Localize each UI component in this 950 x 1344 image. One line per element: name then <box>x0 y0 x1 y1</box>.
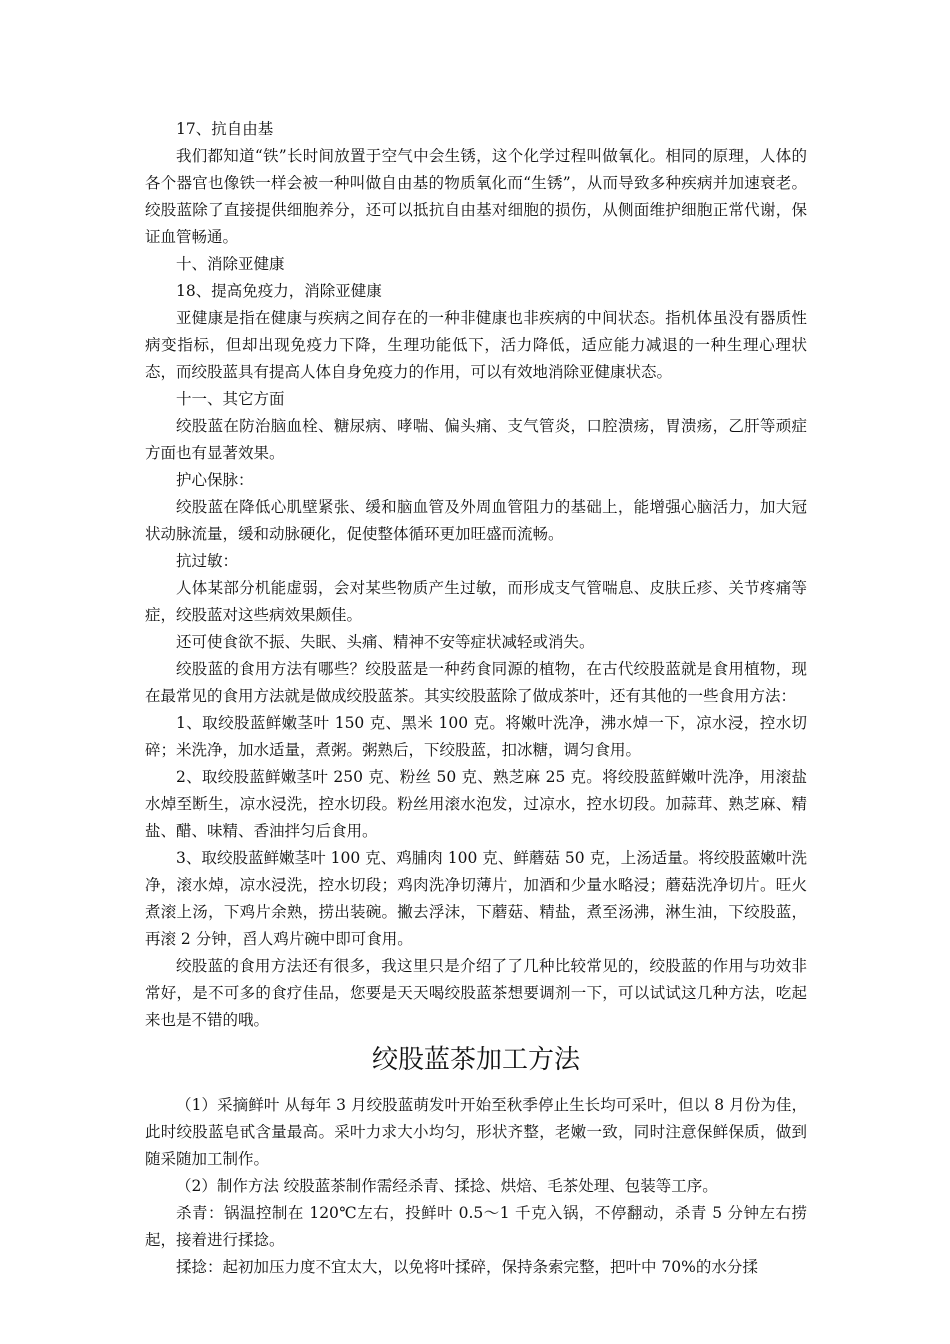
document-body-part2 <box>145 1092 807 1281</box>
section-title: 绞股蓝茶加工方法 <box>371 1045 580 1075</box>
paragraph-free-radical: 我们都知道“铁”长时间放置于空气中会生锈，这个化学过程叫做氧化。相同的原理，人体的各个器官也像铁一样会被一种叫做自由基的物质氧化而“生锈”，从而导致多种疾病并加速衰老。绞股蓝除了直接提供细胞养分，还可以抵抗自由基对细胞的损伤，从侧面维护细胞正常代谢，保证血管畅通。 <box>145 147 807 246</box>
paragraph-other-diseases: 绞股蓝在防治脑血栓、糖尿病、哮喘、偏头痛、支气管炎，口腔溃疡，胃溃疡，乙肝等顽症方面也有显著效果。 <box>145 417 807 462</box>
section-heading-immunity: 18、提高免疫力，消除亚健康 <box>176 282 382 300</box>
paragraph-fixing: 杀青：锅温控制在 120℃左右，投鲜叶 0.5～1 千克入锅，不停翻动，杀青 5 分钟左右捞起，接着进行揉捻。 <box>145 1204 807 1249</box>
paragraph-recipes-conclusion: 绞股蓝的食用方法还有很多，我这里只是介绍了了几种比较常见的，绞股蓝的作用与功效非常好，是不可多的食疗佳品，您要是天天喝绞股蓝茶想要调剂一下，可以试试这几种方法，吃起来也是不错的哦。 <box>145 957 807 1029</box>
paragraph-eating-methods-intro: 绞股蓝的食用方法有哪些？绞股蓝是一种药食同源的植物，在古代绞股蓝就是食用植物，现在最常见的食用方法就是做成绞股蓝茶。其实绞股蓝除了做成茶叶，还有其他的一些食用方法： <box>145 660 807 705</box>
document-page <box>145 116 807 1281</box>
subheading-heart: 护心保脉： <box>176 471 254 489</box>
section-heading-antioxidant: 17、抗自由基 <box>176 120 274 138</box>
paragraph-recipe-3: 3、取绞股蓝鲜嫩茎叶 100 克、鸡脯肉 100 克、鲜蘑菇 50 克，上汤适量。将绞股蓝嫩叶洗净，滚水焯，凉水浸洗，控水切段；鸡肉洗净切薄片，加酒和少量水略浸；蘑菇洗净切片。旺火煮滚上汤，下鸡片余熟，捞出装碗。撇去浮沫，下蘑菇、精盐，煮至汤沸，淋生油，下绞股蓝，再滚 2 分钟，舀人鸡片碗中即可食用。 <box>145 849 807 948</box>
paragraph-rolling: 揉捻：起初加压力度不宜太大，以免将叶揉碎，保持条索完整，把叶中 70%的水分揉 <box>176 1258 758 1276</box>
paragraph-picking-leaves: （1）采摘鲜叶 从每年 3 月绞股蓝萌发叶开始至秋季停止生长均可采叶，但以 8 月份为佳，此时绞股蓝皂甙含量最高。采叶力求大小均匀，形状齐整，老嫩一致，同时注意保鲜保质，做到随采随加工制作。 <box>145 1096 807 1168</box>
paragraph-sub-health: 亚健康是指在健康与疾病之间存在的一种非健康也非疾病的中间状态。指机体虽没有器质性病变指标，但却出现免疫力下降，生理功能低下，活力降低，适应能力减退的一种生理心理状态，而绞股蓝具有提高人体自身免疫力的作用，可以有效地消除亚健康状态。 <box>145 309 807 381</box>
paragraph-appetite: 还可使食欲不振、失眠、头痛、精神不安等症状减轻或消失。 <box>176 633 595 651</box>
subheading-allergy: 抗过敏： <box>176 552 239 570</box>
paragraph-heart: 绞股蓝在降低心肌壁紧张、缓和脑血管及外周血管阻力的基础上，能增强心脑活力，加大冠状动脉流量，缓和动脉硬化，促使整体循环更加旺盛而流畅。 <box>145 498 807 543</box>
paragraph-production-method: （2）制作方法 绞股蓝茶制作需经杀青、揉捻、烘焙、毛茶处理、包装等工序。 <box>176 1177 718 1195</box>
paragraph-recipe-1: 1、取绞股蓝鲜嫩茎叶 150 克、黑米 100 克。将嫩叶洗净，沸水焯一下，凉水浸，控水切碎；米洗净，加水适量，煮粥。粥熟后，下绞股蓝，扣冰糖，调匀食用。 <box>145 714 807 759</box>
paragraph-recipe-2: 2、取绞股蓝鲜嫩茎叶 250 克、粉丝 50 克、熟芝麻 25 克。将绞股蓝鲜嫩叶洗净，用滚盐水焯至断生，凉水浸洗，控水切段。粉丝用滚水泡发，过凉水，控水切段。加蒜茸、熟芝麻、精盐、醋、味精、香油拌匀后食用。 <box>145 768 807 840</box>
document-body-part1 <box>145 116 807 1034</box>
section-heading-sub-health: 十、消除亚健康 <box>176 255 285 273</box>
paragraph-allergy: 人体某部分机能虚弱，会对某些物质产生过敏，而形成支气管喘息、皮肤丘疹、关节疼痛等症，绞股蓝对这些病效果颇佳。 <box>145 579 807 624</box>
section-heading-other: 十一、其它方面 <box>176 390 285 408</box>
